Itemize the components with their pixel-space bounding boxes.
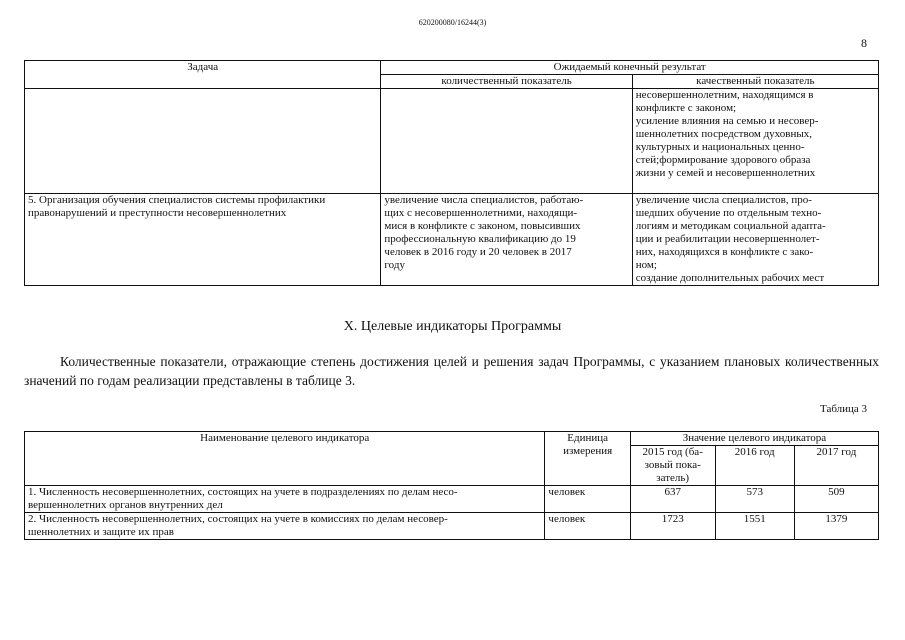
line: шеннолетних и защите их прав — [28, 526, 174, 538]
line: профессиональную квалификацию до 19 — [384, 233, 576, 245]
line: ции и реабилитации несовершеннолет- — [635, 233, 820, 245]
table-row — [25, 89, 879, 194]
cell-task — [25, 89, 381, 194]
line: 2015 год (ба- — [642, 446, 703, 458]
cell-indicator-name — [25, 486, 545, 513]
line: 2. Численность несовершеннолетних, состоящих на учете в комиссиях по делам несовер- — [28, 513, 448, 525]
line: зовый пока- — [644, 459, 701, 471]
line: Единица — [567, 432, 609, 444]
line: усиление влияния на семью и несовер- — [635, 115, 819, 127]
line: несовершеннолетним, находящимся в — [635, 89, 814, 101]
cell-value-2015: 637 — [630, 486, 715, 513]
line: щих с несовершеннолетними, находящи- — [384, 207, 578, 219]
line: 1. Численность несовершеннолетних, состоящих на учете в подразделениях по делам несо- — [28, 486, 458, 498]
document-number: 620200080/16244(3) — [418, 18, 487, 27]
line: создание дополнительных рабочих мест — [635, 272, 825, 284]
line: стей;формирование здорового образа — [635, 154, 811, 166]
line: жизни у семей и несовершеннолетних — [635, 167, 816, 179]
line: измерения — [563, 445, 613, 457]
header-indicator-name: Наименование целевого индикатора — [25, 432, 545, 486]
target-indicators-table — [24, 431, 879, 540]
cell-value-2017: 1379 — [794, 513, 878, 540]
cell-unit: человек — [545, 513, 630, 540]
table-header-row — [25, 61, 879, 75]
header-year-2017: 2017 год — [794, 446, 878, 486]
header-expected-result: Ожидаемый конечный результат — [381, 61, 879, 75]
cell-qualitative — [632, 194, 878, 286]
cell-unit: человек — [545, 486, 630, 513]
line: культурных и национальных ценно- — [635, 141, 805, 153]
expected-results-table — [24, 60, 879, 286]
header-quantitative: количественный показатель — [381, 75, 632, 89]
table-label: Таблица 3 — [820, 403, 868, 415]
line: увеличение числа специалистов, работаю- — [384, 194, 584, 206]
header-indicator-value: Значение целевого индикатора — [630, 432, 878, 446]
line: увеличение числа специалистов, про- — [635, 194, 812, 206]
header-unit — [545, 432, 630, 486]
line: мися в конфликте с законом, повысивших — [384, 220, 581, 232]
line: вершеннолетних органов внутренних дел — [28, 499, 223, 511]
header-year-2015 — [630, 446, 715, 486]
line: затель) — [656, 472, 690, 484]
line: шедших обучение по отдельным техно- — [635, 207, 822, 219]
line: человек в 2016 году и 20 человек в 2017 — [384, 246, 572, 258]
cell-indicator-name — [25, 513, 545, 540]
line: логиям и методикам социальной адапта- — [635, 220, 826, 232]
line: шеннолетних посредством духовных, — [635, 128, 812, 140]
cell-value-2015: 1723 — [630, 513, 715, 540]
cell-qualitative — [632, 89, 878, 194]
page-number: 8 — [861, 36, 867, 50]
header-qualitative: качественный показатель — [632, 75, 878, 89]
header-task: Задача — [25, 61, 381, 89]
cell-quantitative — [381, 194, 632, 286]
section-title: X. Целевые индикаторы Программы — [343, 319, 562, 334]
line: 5. Организация обучения специалистов системы профилактики — [28, 194, 326, 206]
cell-value-2016: 1551 — [715, 513, 794, 540]
cell-value-2016: 573 — [715, 486, 794, 513]
table-row — [25, 513, 879, 540]
header-year-2016: 2016 год — [715, 446, 794, 486]
cell-quantitative — [381, 89, 632, 194]
line: году — [384, 259, 405, 271]
table-row — [25, 486, 879, 513]
table-row — [25, 194, 879, 286]
line: конфликте с законом; — [635, 102, 737, 114]
line: правонарушений и преступности несовершеннолетних — [28, 207, 287, 219]
cell-value-2017: 509 — [794, 486, 878, 513]
line: них, находящихся в конфликте с зако- — [635, 246, 814, 258]
cell-task — [25, 194, 381, 286]
table-header-row — [25, 432, 879, 446]
line: ном; — [635, 259, 657, 271]
section-paragraph: Количественные показатели, отражающие степень достижения целей и решения задач Программы, с указанием плановых количественных значений по годам реализации представлены в таблице 3. — [24, 354, 879, 388]
